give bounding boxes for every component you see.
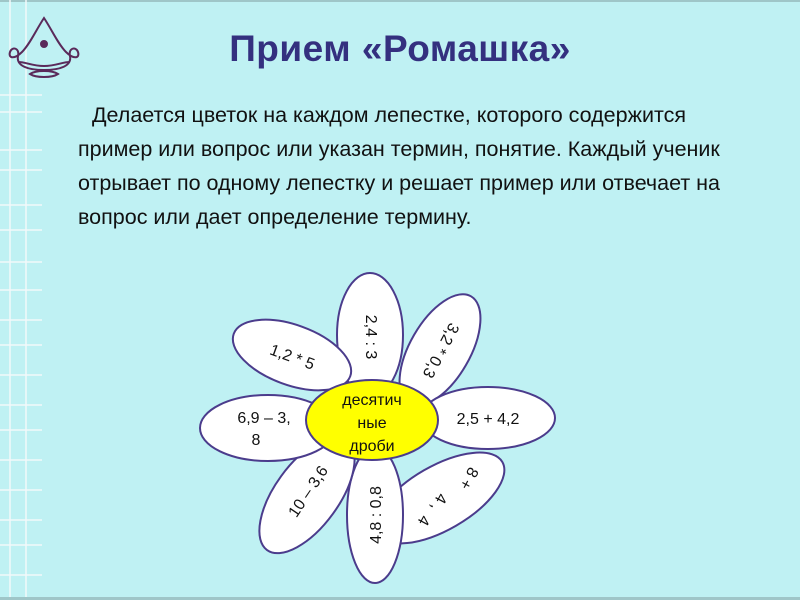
petal-bottom-left-label: 10 – 3,6 — [285, 463, 332, 521]
petal-right-label: 2,5 + 4,2 — [456, 411, 520, 429]
petal-bottom-label: 4,8 : 0,8 — [368, 486, 386, 544]
center-label-line3: дроби — [349, 438, 395, 455]
petal-bottom-right-label-1: 8 + — [455, 464, 482, 493]
petal-bottom-right-label-2: 4 , — [426, 490, 450, 514]
petal-left-label-1: 6,9 – 3, — [237, 410, 291, 428]
petal-left-label-2: 8 — [251, 432, 261, 450]
petal-bottom-right-label-3: 4 — [413, 512, 433, 529]
center-label-line1: десятич — [342, 392, 402, 409]
petal-top-label: 2,4 : 3 — [361, 314, 379, 360]
center-label-line2: ные — [357, 415, 387, 432]
petal-top-right-label: 3,2 * 0,3 — [418, 319, 462, 381]
description-paragraph: Делается цветок на каждом лепестке, которого содержится пример или вопрос или указан термин, понятие. Каждый ученик отрывает по одному лепестку и решает пример или отвечает на вопрос или дает определение термину. — [78, 103, 720, 229]
petal-top-left-label: 1,2 * 5 — [267, 341, 317, 374]
slide-title: Прием «Ромашка» — [229, 28, 571, 69]
